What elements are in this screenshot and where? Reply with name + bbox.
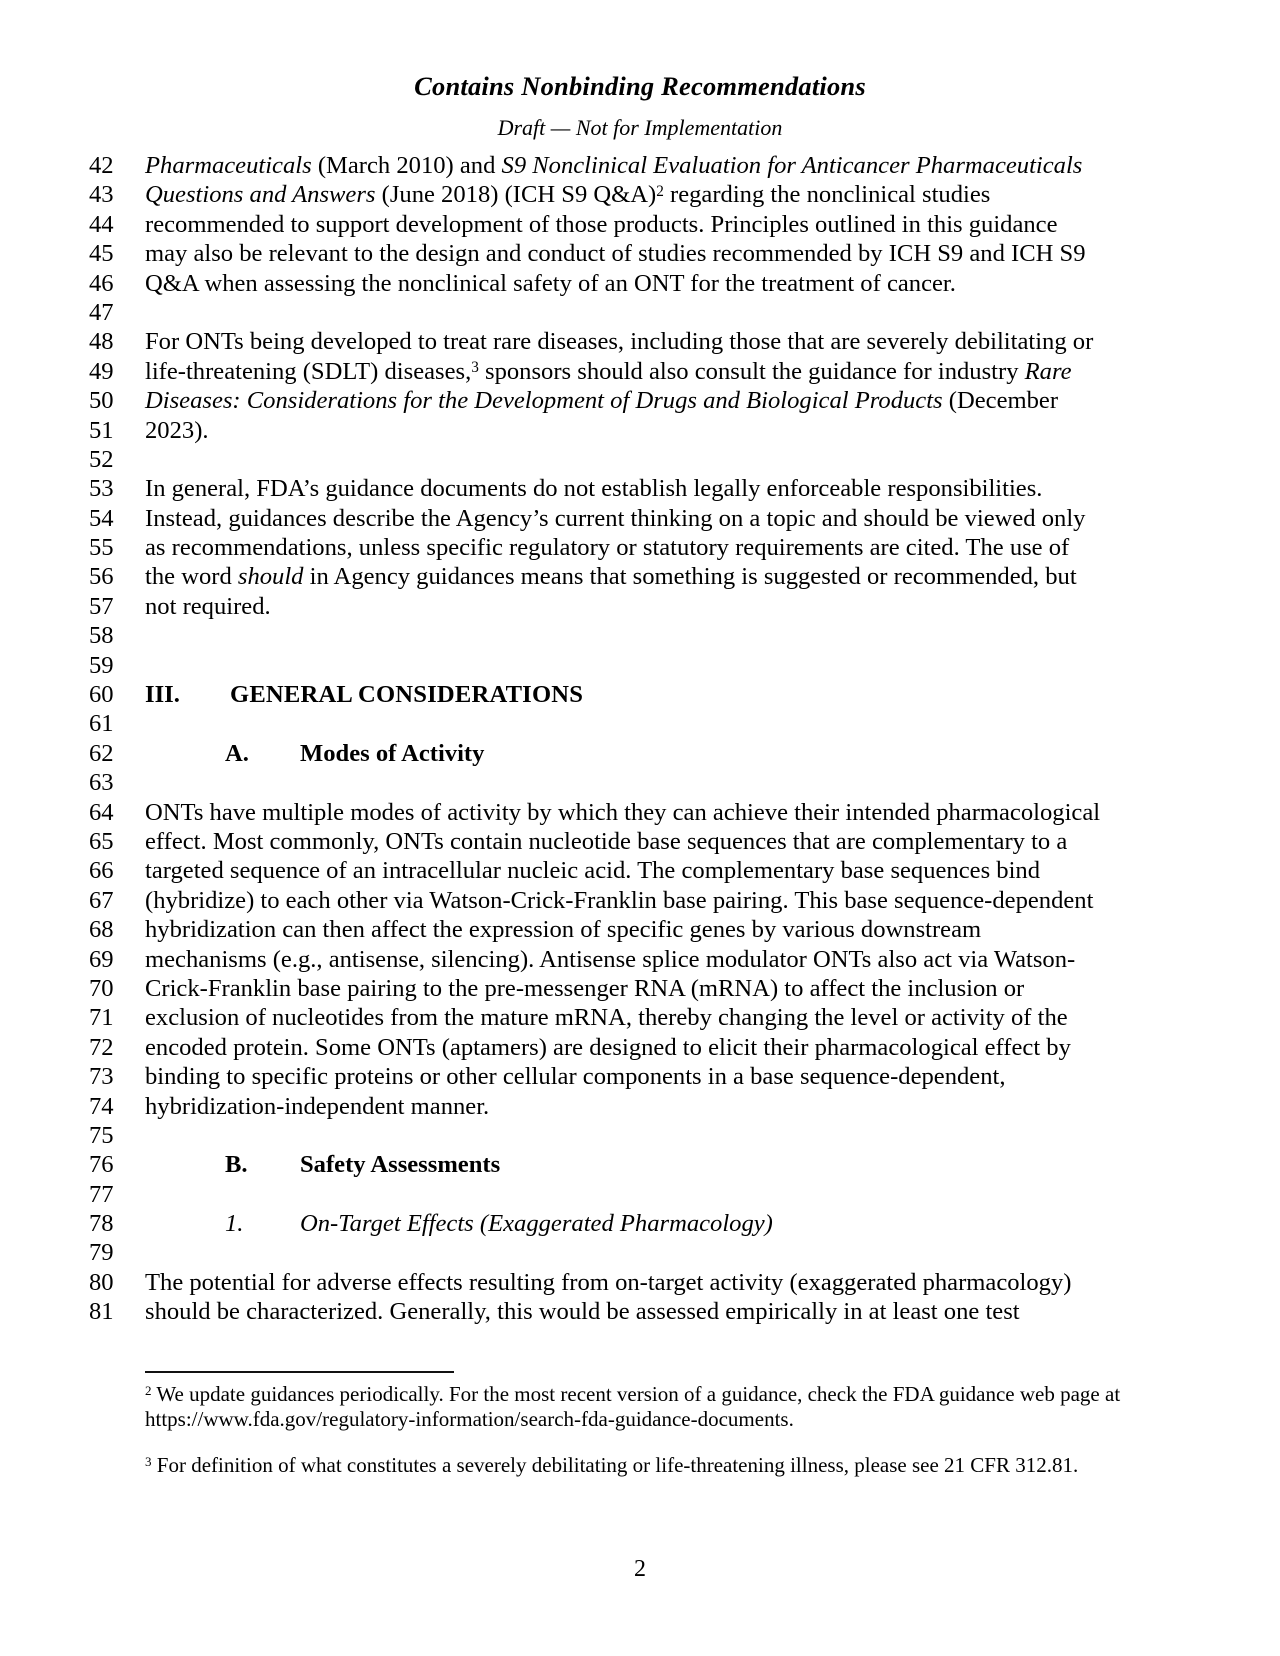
line-content xyxy=(145,1063,1006,1090)
document-line xyxy=(0,1238,1280,1267)
line-number: 69 xyxy=(89,945,114,973)
text-segment: Pharmaceuticals xyxy=(145,152,312,179)
line-number: 54 xyxy=(89,504,114,532)
line-content xyxy=(145,1151,500,1178)
document-line xyxy=(0,298,1280,327)
line-number: 71 xyxy=(89,1004,114,1032)
text-segment: The potential for adverse effects resulting from on-target activity (exaggerated pharmacology) xyxy=(145,1268,1072,1296)
line-content xyxy=(145,505,1085,532)
footnote-number: 2 xyxy=(145,1383,152,1399)
line-number: 78 xyxy=(89,1210,114,1238)
document-line xyxy=(0,269,1280,298)
line-content xyxy=(145,857,1040,884)
text-segment: (hybridize) to each other via Watson-Crick-Franklin base pairing. This base sequence-dependent xyxy=(145,886,1094,914)
text-segment: targeted sequence of an intracellular nucleic acid. The complementary base sequences bind xyxy=(145,857,1041,885)
line-number: 72 xyxy=(89,1033,114,1061)
document-line xyxy=(0,945,1280,974)
document-line xyxy=(0,1268,1280,1297)
document-line xyxy=(0,768,1280,797)
document-line xyxy=(0,915,1280,944)
line-number: 77 xyxy=(89,1180,114,1208)
text-segment: For ONTs being developed to treat rare diseases, including those that are severely debilitating or xyxy=(145,328,1094,356)
line-content xyxy=(145,181,990,208)
text-segment: Q&A when assessing the nonclinical safety of an ONT for the treatment of cancer. xyxy=(145,269,956,297)
line-number: 81 xyxy=(89,1298,114,1326)
body-text xyxy=(0,151,1280,1327)
text-segment: S9 Nonclinical Evaluation for Anticancer Pharmaceuticals xyxy=(501,152,1083,179)
line-content xyxy=(145,593,271,620)
line-number: 47 xyxy=(89,298,114,326)
line-content xyxy=(145,681,583,708)
text-segment: Crick-Franklin base pairing to the pre-messenger RNA (mRNA) to affect the inclusion or xyxy=(145,974,1025,1002)
text-segment: Questions and Answers xyxy=(145,181,376,209)
line-number: 75 xyxy=(89,1121,114,1149)
line-content xyxy=(145,387,1058,414)
line-content xyxy=(145,1298,1020,1325)
line-content xyxy=(145,887,1093,914)
document-line xyxy=(0,533,1280,562)
footnote xyxy=(145,1382,1150,1431)
text-segment: recommended to support development of those products. Principles outlined in this guidance xyxy=(145,210,1058,238)
draft-subtitle: Draft — Not for Implementation xyxy=(497,115,783,140)
line-content xyxy=(145,152,1082,179)
line-content xyxy=(145,534,1069,561)
heading-title: Modes of Activity xyxy=(300,739,485,767)
line-number: 49 xyxy=(89,357,114,385)
line-number: 63 xyxy=(89,769,114,797)
line-number: 57 xyxy=(89,592,114,620)
line-number: 66 xyxy=(89,857,114,885)
document-line xyxy=(0,974,1280,1003)
text-segment: may also be relevant to the design and conduct of studies recommended by ICH S9 and ICH S9 xyxy=(145,240,1086,268)
document-line xyxy=(0,856,1280,885)
footnotes xyxy=(145,1382,1150,1478)
line-content xyxy=(145,799,1100,826)
text-segment: ONTs have multiple modes of activity by which they can achieve their intended pharmacological xyxy=(145,798,1101,826)
document-line xyxy=(0,151,1280,180)
line-content xyxy=(145,328,1093,355)
document-line xyxy=(0,416,1280,445)
line-content xyxy=(145,1093,489,1120)
document-line xyxy=(0,1121,1280,1150)
text-segment: hybridization-independent manner. xyxy=(145,1092,490,1120)
document-line xyxy=(0,739,1280,768)
text-segment: regarding the nonclinical studies xyxy=(663,181,991,209)
document-line xyxy=(0,1092,1280,1121)
text-segment: mechanisms (e.g., antisense, silencing). Antisense splice modulator ONTs also act via Watson- xyxy=(145,945,1076,973)
text-segment: as recommendations, unless specific regulatory or statutory requirements are cited. The use of xyxy=(145,534,1070,562)
heading-title: On-Target Effects (Exaggerated Pharmacology) xyxy=(300,1210,773,1238)
line-number: 67 xyxy=(89,886,114,914)
line-number: 79 xyxy=(89,1239,114,1267)
line-number: 80 xyxy=(89,1268,114,1296)
heading-label: A. xyxy=(225,739,249,767)
heading-title: Safety Assessments xyxy=(300,1151,501,1179)
line-number: 50 xyxy=(89,387,114,415)
line-content xyxy=(145,1210,773,1237)
document-line xyxy=(0,1297,1280,1326)
document-line xyxy=(0,1180,1280,1209)
text-segment: binding to specific proteins or other cellular components in a base sequence-dependent, xyxy=(145,1063,1006,1091)
line-content xyxy=(145,563,1077,590)
line-content xyxy=(145,358,1072,385)
footnote xyxy=(145,1453,1150,1478)
text-segment: Instead, guidances describe the Agency’s current thinking on a topic and should be viewed only xyxy=(145,504,1086,532)
document-line xyxy=(0,680,1280,709)
heading-label: III. xyxy=(145,681,180,709)
document-line xyxy=(0,327,1280,356)
line-content xyxy=(145,946,1075,973)
text-segment: effect. Most commonly, ONTs contain nucleotide base sequences that are complementary to a xyxy=(145,827,1068,855)
line-content xyxy=(145,740,484,767)
line-number: 43 xyxy=(89,181,114,209)
line-content xyxy=(145,240,1086,267)
document-line xyxy=(0,474,1280,503)
line-number: 52 xyxy=(89,445,114,473)
footnote-separator xyxy=(145,1371,454,1373)
line-content xyxy=(145,1004,1068,1031)
document-line xyxy=(0,1003,1280,1032)
text-segment: Diseases: Considerations for the Development of Drugs and Biological Products xyxy=(145,387,943,415)
document-line xyxy=(0,210,1280,239)
line-number: 45 xyxy=(89,240,114,268)
document-line xyxy=(0,357,1280,386)
line-content xyxy=(145,270,956,297)
document-line xyxy=(0,504,1280,533)
line-number: 55 xyxy=(89,534,114,562)
document-line xyxy=(0,798,1280,827)
text-segment: in Agency guidances means that something is suggested or recommended, but xyxy=(303,563,1077,591)
document-line xyxy=(0,1062,1280,1091)
header-title: Contains Nonbinding Recommendations xyxy=(414,71,866,101)
text-segment: exclusion of nucleotides from the mature mRNA, thereby changing the level or activity of the xyxy=(145,1004,1068,1032)
text-segment: the word xyxy=(145,563,238,591)
document-line xyxy=(0,562,1280,591)
line-number: 64 xyxy=(89,798,114,826)
line-number: 70 xyxy=(89,974,114,1002)
document-line xyxy=(0,709,1280,738)
line-number: 73 xyxy=(89,1063,114,1091)
text-segment: Rare xyxy=(1024,357,1072,385)
line-number: 68 xyxy=(89,916,114,944)
line-number: 46 xyxy=(89,269,114,297)
document-line xyxy=(0,1033,1280,1062)
line-number: 51 xyxy=(89,416,114,444)
document-line xyxy=(0,651,1280,680)
document-line xyxy=(0,592,1280,621)
footnote-reference: 3 xyxy=(471,358,479,376)
line-number: 61 xyxy=(89,710,114,738)
heading-label: B. xyxy=(225,1151,248,1179)
line-number: 59 xyxy=(89,651,114,679)
document-line xyxy=(0,827,1280,856)
text-segment: not required. xyxy=(145,592,271,620)
footnote-line: $^2$ We update guidances periodically. For the most recent version of a guidance, check the FDA guidance web page at xyxy=(145,1382,1121,1406)
text-segment: should be characterized. Generally, this would be assessed empirically in at least one test xyxy=(145,1298,1020,1326)
line-number: 60 xyxy=(89,681,114,709)
document-line xyxy=(0,1209,1280,1238)
line-content xyxy=(145,828,1067,855)
text-segment: should xyxy=(237,563,304,591)
line-number: 65 xyxy=(89,827,114,855)
line-content xyxy=(145,975,1024,1002)
line-number: 56 xyxy=(89,563,114,591)
document-line xyxy=(0,180,1280,209)
line-content xyxy=(145,475,1042,502)
document-line xyxy=(0,445,1280,474)
text-segment: life-threatening (SDLT) diseases, xyxy=(145,357,472,385)
document-line xyxy=(0,621,1280,650)
text-segment: encoded protein. Some ONTs (aptamers) are designed to elicit their pharmacological effect by xyxy=(145,1033,1071,1061)
line-number: 48 xyxy=(89,328,114,356)
line-content xyxy=(145,1269,1071,1296)
line-content xyxy=(145,211,1058,238)
line-content xyxy=(145,1034,1071,1061)
document-line xyxy=(0,1150,1280,1179)
text-segment: hybridization can then affect the expression of specific genes by various downstream xyxy=(145,916,982,944)
line-content xyxy=(145,417,209,444)
line-number: 58 xyxy=(89,622,114,650)
text-segment: sponsors should also consult the guidance for industry xyxy=(478,357,1025,385)
document-line xyxy=(0,886,1280,915)
text-segment: In general, FDA’s guidance documents do not establish legally enforceable responsibilities. xyxy=(145,475,1043,503)
text-segment: (December xyxy=(942,387,1059,415)
line-number: 42 xyxy=(89,152,114,179)
line-content xyxy=(145,916,981,943)
line-number: 44 xyxy=(89,210,114,238)
footnote-line: $^3$ For definition of what constitutes a severely debilitating or life-threatening illness, please see 21 CFR 312.81. xyxy=(145,1453,1079,1478)
line-number: 53 xyxy=(89,475,114,503)
line-number: 74 xyxy=(89,1092,114,1120)
line-number: 76 xyxy=(89,1151,114,1179)
heading-label: 1. xyxy=(225,1210,244,1238)
document-line xyxy=(0,386,1280,415)
document-line xyxy=(0,239,1280,268)
footnote-line: https://www.fda.gov/regulatory-information/search-fda-guidance-documents. xyxy=(145,1406,794,1431)
text-segment: (June 2018) (ICH S9 Q&A) xyxy=(375,181,657,209)
footnote-reference: 2 xyxy=(656,182,664,200)
heading-title: GENERAL CONSIDERATIONS xyxy=(230,681,584,709)
text-segment: (March 2010) and xyxy=(311,152,502,179)
line-number: 62 xyxy=(89,739,114,767)
text-segment: 2023). xyxy=(145,416,209,444)
footnote-number: 3 xyxy=(145,1454,152,1470)
page-number: 2 xyxy=(634,1556,646,1582)
